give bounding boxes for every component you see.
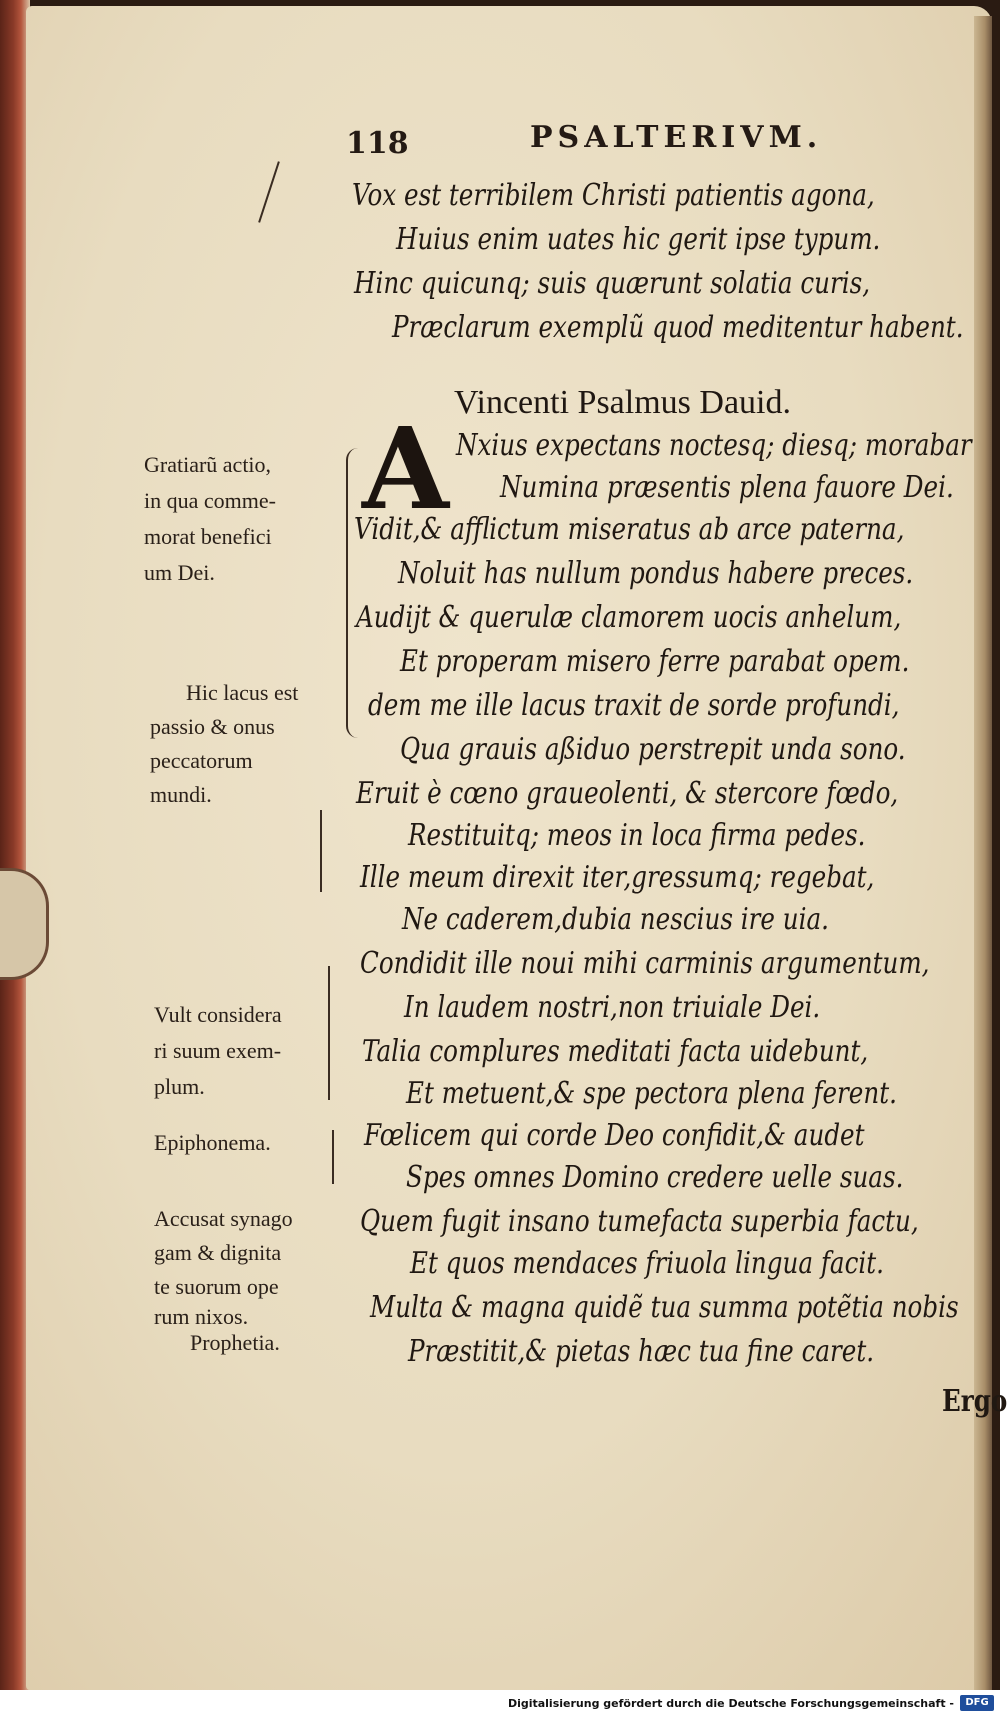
footer-bar	[0, 1690, 1000, 1716]
psalm-verse: Talia complures meditati facta uidebunt,	[362, 1034, 869, 1069]
intro-verse: Hinc quicunq; suis quærunt solatia curis,	[354, 266, 871, 301]
psalm-heading: Vincenti Psalmus Dauid.	[454, 384, 791, 421]
intro-verse: Huius enim uates hic gerit ipse typum.	[396, 222, 881, 257]
margin-note-line: passio & onus	[150, 714, 275, 739]
psalm-verse: Nxius expectans noctesq; diesq; morabar	[456, 428, 972, 463]
psalm-verse: Numina præsentis plena fauore Dei.	[500, 470, 954, 505]
psalm-verse: Eruit è cœno graueolenti, & stercore fœdo,	[356, 776, 899, 811]
psalm-verse: Qua grauis aßiduo perstrepit unda sono.	[400, 732, 906, 767]
margin-note-line: Vult considera	[154, 1002, 282, 1027]
margin-note-line: plum.	[154, 1074, 205, 1099]
margin-note-line: morat benefici	[144, 524, 272, 549]
page-header	[340, 120, 860, 164]
drop-cap: A	[362, 404, 449, 535]
intro-verse: Præclarum exemplũ quod meditentur habent.	[392, 310, 964, 345]
margin-note-line: rum nixos.	[154, 1304, 249, 1329]
psalm-verse: In laudem nostri,non triuiale Dei.	[404, 990, 821, 1025]
margin-note-line: te suorum ope	[154, 1274, 279, 1299]
margin-note-line: Hic lacus est	[186, 680, 299, 705]
psalm-verse: Spes omnes Domino credere uelle suas.	[406, 1160, 904, 1195]
margin-note-line: um Dei.	[144, 560, 215, 585]
margin-note-line: Prophetia.	[190, 1330, 280, 1355]
pen-mark	[328, 966, 330, 1100]
psalm-verse: Ille meum direxit iter,gressumq; regebat,	[360, 860, 875, 895]
margin-note-line: in qua comme-	[144, 488, 276, 513]
catchword: Ergo	[942, 1384, 1007, 1419]
psalm-verse: Multa & magna quidẽ tua summa potẽtia nobis	[370, 1290, 959, 1325]
pen-mark	[320, 810, 322, 892]
margin-note-line: mundi.	[150, 782, 212, 807]
running-head: PSALTERIVM.	[530, 120, 823, 155]
footer-credit: Digitalisierung gefördert durch die Deutsche Forschungsgemeinschaft -	[507, 1697, 954, 1710]
book-clasp	[0, 868, 49, 980]
pen-mark	[332, 1130, 334, 1184]
margin-note-line: peccatorum	[150, 748, 253, 773]
psalm-verse: Noluit has nullum pondus habere preces.	[398, 556, 914, 591]
psalm-verse: Præstitit,& pietas hæc tua fine caret.	[408, 1334, 875, 1369]
psalm-verse: Fœlicem qui corde Deo confidit,& audet	[364, 1118, 865, 1153]
psalm-verse: Et metuent,& spe pectora plena ferent.	[406, 1076, 897, 1111]
psalm-verse: Vidit,& afflictum miseratus ab arce paterna,	[354, 512, 905, 547]
psalm-verse: dem me ille lacus traxit de sorde profundi,	[368, 688, 900, 723]
margin-note-line: Accusat synago	[154, 1206, 293, 1231]
psalm-verse: Et properam misero ferre parabat opem.	[400, 644, 910, 679]
psalm-verse: Ne caderem,dubia nescius ire uia.	[402, 902, 829, 937]
dfg-logo: DFG	[960, 1695, 994, 1711]
psalm-verse: Condidit ille noui mihi carminis argumentum,	[360, 946, 930, 981]
intro-verse: Vox est terribilem Christi patientis agona,	[352, 178, 875, 213]
margin-note-line: ri suum exem-	[154, 1038, 282, 1063]
psalm-verse: Et quos mendaces friuola lingua facit.	[410, 1246, 884, 1281]
margin-note-line: Gratiarũ actio,	[144, 452, 272, 477]
margin-note-line: gam & dignita	[154, 1240, 282, 1265]
psalm-verse: Quem fugit insano tumefacta superbia factu,	[360, 1204, 919, 1239]
page-edge	[974, 16, 992, 1696]
psalm-verse: Restituitq; meos in loca firma pedes.	[408, 818, 866, 853]
margin-bracket	[346, 448, 358, 738]
page-number: 118	[346, 126, 409, 161]
margin-note-line: Epiphonema.	[154, 1130, 271, 1155]
psalm-verse: Audijt & querulæ clamorem uocis anhelum,	[356, 600, 902, 635]
